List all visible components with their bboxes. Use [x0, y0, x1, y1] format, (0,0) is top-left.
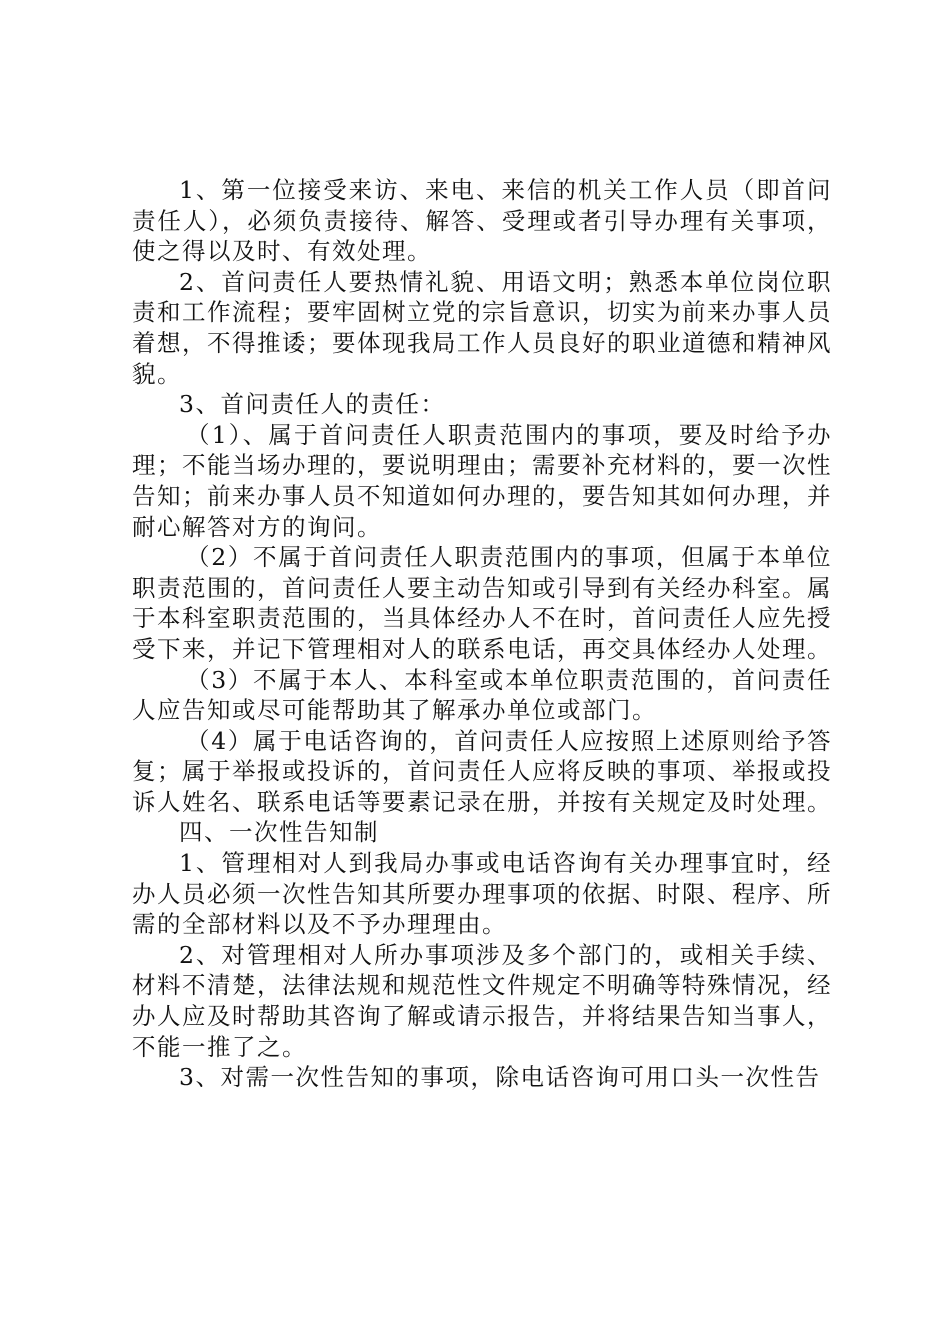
- paragraph-notice-1: 1、管理相对人到我局办事或电话咨询有关办理事宜时，经办人员必须一次性告知其所要办理事项的依据、时限、程序、所需的全部材料以及不予办理理由。: [132, 849, 832, 939]
- paragraph-first-responder-duty: 1、第一位接受来访、来电、来信的机关工作人员（即首问责任人），必须负责接待、解答、受理或者引导办理有关事项，使之得以及时、有效处理。: [132, 176, 832, 266]
- paragraph-item-3: （3）不属于本人、本科室或本单位职责范围的，首问责任人应告知或尽可能帮助其了解承办单位或部门。: [132, 665, 832, 725]
- paragraph-responsibilities-heading: 3、首问责任人的责任：: [179, 390, 446, 419]
- paragraph-item-2: （2）不属于首问责任人职责范围内的事项，但属于本单位职责范围的，首问责任人要主动告知或引导到有关经办科室。属于本科室职责范围的，当具体经办人不在时，首问责任人应先授受下来，并记下管理相对人的联系电话，再交具体经办人处理。: [132, 543, 832, 663]
- paragraph-first-responder-conduct: 2、首问责任人要热情礼貌、用语文明；熟悉本单位岗位职责和工作流程；要牢固树立党的宗旨意识，切实为前来办事人员着想，不得推诿；要体现我局工作人员良好的职业道德和精神风貌。: [132, 267, 832, 388]
- paragraph-item-4: （4）属于电话咨询的，首问责任人应按照上述原则给予答复；属于举报或投诉的，首问责任人应将反映的事项、举报或投诉人姓名、联系电话等要素记录在册，并按有关规定及时处理。: [132, 726, 832, 816]
- paragraph-item-1: （1）、属于首问责任人职责范围内的事项，要及时给予办理；不能当场办理的，要说明理由；需要补充材料的，要一次性告知；前来办事人员不知道如何办理的，要告知其如何办理，并耐心解答对方的询问。: [132, 420, 832, 541]
- paragraph-notice-2: 2、对管理相对人所办事项涉及多个部门的，或相关手续、材料不清楚，法律法规和规范性文件规定不明确等特殊情况，经办人应及时帮助其咨询了解或请示报告，并将结果告知当事人，不能一推了之。: [132, 940, 832, 1061]
- paragraph-notice-3: 3、对需一次性告知的事项，除电话咨询可用口头一次性告: [179, 1063, 821, 1092]
- section-heading-one-time-notice: 四、一次性告知制: [179, 818, 379, 847]
- document-body: [132, 175, 832, 1093]
